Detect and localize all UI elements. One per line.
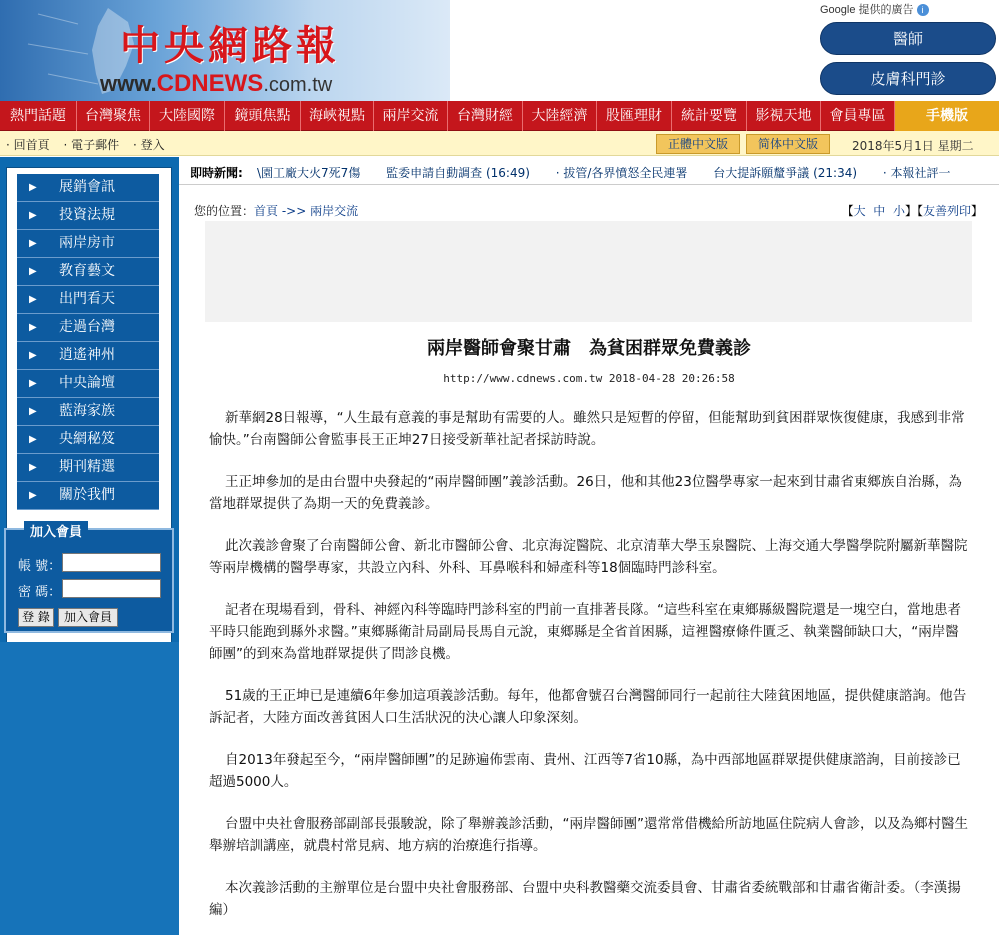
main-content [179,157,999,935]
sidebar-item-label: 兩岸房市 [59,235,115,251]
sidebar-item-investment[interactable] [17,202,159,230]
sidebar [0,157,179,935]
article-paragraph: 記者在現場看到，骨科、神經內科等臨時門診科室的門前一直排著長隊。“這些科室在東鄉縣級醫院還是一塊空白，當地患者平時只能跑到縣外求醫。”東鄉縣衛計局副局長馬自元說，東鄉縣是全省首困縣，這裡醫療條件匱乏、執業醫師缺口大，“兩岸醫師團”的到來為當地群眾提供了問診良機。 [209,602,961,662]
site-header [0,0,999,101]
ticker-item[interactable]: 台大提訴願釐爭議 (21:34) [713,166,858,180]
arrow-right-icon: ▶ [29,406,37,417]
site-logo[interactable] [0,0,450,101]
member-title: 加入會員 [24,521,88,540]
ticker-item[interactable]: \園工廠大火7死7傷 [257,166,361,180]
nav-item-strait-view[interactable]: 海峽視點 [301,101,374,131]
bracket: 【 [841,204,854,218]
sidebar-item-weather[interactable] [17,286,159,314]
quick-links [6,136,175,153]
password-input[interactable] [62,579,161,598]
join-member-button[interactable]: 加入會員 [58,608,118,627]
nav-item-taiwan-focus[interactable]: 台灣聚焦 [77,101,150,131]
ticker-item[interactable]: 監委申請自動調查 (16:49) [386,166,530,180]
sidebar-item-label: 投資法規 [59,207,115,223]
breadcrumb [194,202,358,219]
article-paragraph: 本次義診活動的主辦單位是台盟中央社會服務部、台盟中央科教醫藥交流委員會、甘肅省委統戰部和甘肅省衛計委。（李漢揚編） [209,880,961,918]
info-icon[interactable]: i [917,4,929,16]
sidebar-item-label: 中央論壇 [59,375,115,391]
nav-item-photo-focus[interactable]: 鏡頭焦點 [225,101,301,131]
header-blank [450,0,816,101]
arrow-right-icon: ▶ [29,210,37,221]
sidebar-item-real-estate[interactable] [17,230,159,258]
article-paragraph: 王正坤參加的是由台盟中央發起的“兩岸醫師團”義診活動。26日，他和其他23位醫學專家一起來到甘肅省東鄉族自治縣，為當地群眾提供了為期一天的免費義診。 [209,474,962,512]
article-paragraph: 此次義診會聚了台南醫師公會、新北市醫師公會、北京海淀醫院、北京清華大學玉泉醫院、上海交通大學醫學院附屬新華醫院等兩岸機構的醫學專家，共設立內科、外科、耳鼻喉科和婦產科等18個臨時門診科室。 [209,538,968,576]
sidebar-item-label: 展銷會訊 [59,179,115,195]
nav-item-members[interactable]: 會員專區 [821,101,895,131]
bracket: 】【 [904,204,923,218]
article-paragraph: 新華網28日報導，“人生最有意義的事是幫助有需要的人。雖然只是短暫的停留，但能幫助到貧困群眾恢復健康，我感到非常愉快。”台南醫師公會監事長王正坤27日接受新華社記者採訪時說。 [209,410,965,448]
breadcrumb-current[interactable]: 兩岸交流 [310,204,359,218]
font-small-button[interactable]: 小 [892,204,905,218]
arrow-right-icon: ▶ [29,434,37,445]
breadcrumb-prefix: 您的位置： [194,204,255,218]
sub-bar [0,131,999,156]
ticker-items [257,161,973,185]
login-button[interactable]: 登 錄 [18,608,54,627]
link-home[interactable]: · 回首頁 [6,138,50,152]
username-label: 帳 號： [18,559,62,574]
nav-item-mainland-intl[interactable]: 大陸國際 [150,101,225,131]
sidebar-item-label: 央網秘笈 [59,431,115,447]
sidebar-item-label: 教育藝文 [59,263,115,279]
nav-item-entertainment[interactable]: 影視天地 [747,101,821,131]
arrow-right-icon: ▶ [29,322,37,333]
traditional-chinese-button[interactable]: 正體中文版 [656,134,740,154]
nav-item-mobile[interactable]: 手機版 [895,101,999,131]
arrow-right-icon: ▶ [29,462,37,473]
logo-url-brand: CDNEWS [156,70,264,97]
simplified-chinese-button[interactable]: 简体中文版 [746,134,830,154]
article-body [209,407,971,935]
google-ads [816,0,999,101]
sidebar-item-expo[interactable] [17,174,159,202]
nav-item-cross-strait[interactable]: 兩岸交流 [374,101,448,131]
bracket: 】 [970,204,983,218]
ad-label [820,1,929,17]
article-meta: http://www.cdnews.com.tw 2018-04-28 20:26:58 [443,372,735,385]
ad-button-doctor[interactable]: 醫師 [820,22,996,55]
link-email[interactable]: · 電子郵件 [63,138,120,152]
arrow-right-icon: ▶ [29,490,37,501]
article-paragraph: 自2013年發起至今，“兩岸醫師團”的足跡遍佈雲南、貴州、江西等7省10縣，為中西部地區群眾提供健康諮詢，目前接診已超過5000人。 [209,752,961,790]
sidebar-item-forum[interactable] [17,370,159,398]
sidebar-lower [0,642,179,935]
ad-placeholder [205,221,972,322]
arrow-right-icon: ▶ [29,350,37,361]
sidebar-item-education[interactable] [17,258,159,286]
logo-url-suffix: .com.tw [263,74,333,96]
article-paragraph: 51歲的王正坤已是連續6年參加這項義診活動。每年，他都會號召台灣醫師同行一起前往大陸貧困地區，提供健康諮詢。他告訴記者，大陸方面改善貧困人口生活狀況的決心讓人印象深刻。 [209,688,967,726]
font-medium-button[interactable]: 中 [873,204,886,218]
ad-button-dermatology[interactable]: 皮膚科門診 [820,62,996,95]
ticker-item[interactable]: · 拔管/各界憤怒全民連署 [555,166,688,180]
link-login[interactable]: · 登入 [132,138,165,152]
font-large-button[interactable]: 大 [853,204,866,218]
arrow-right-icon: ▶ [29,266,37,277]
breadcrumb-separator: ->> [278,204,311,218]
article-title: 兩岸醫師會聚甘肅 為貧困群眾免費義診 [427,338,751,359]
breadcrumb-home[interactable]: 首頁 [254,204,279,218]
sidebar-item-label: 期刊精選 [59,459,115,475]
font-size-controls [842,202,983,219]
member-login-box [4,525,174,633]
nav-item-hot-topics[interactable]: 熱門話題 [0,101,77,131]
arrow-right-icon: ▶ [29,294,37,305]
breaking-news-ticker [179,161,999,185]
sidebar-item-tips[interactable] [17,426,159,454]
current-date: 2018年5月1日 星期二 [852,139,974,153]
arrow-right-icon: ▶ [29,182,37,193]
ad-label-text: Google 提供的廣告 [820,4,914,16]
username-input[interactable] [62,553,161,572]
article-paragraph: 台盟中央社會服務部副部長張駿說，除了舉辦義診活動，“兩岸醫師團”還常常借機給所訪地區住院病人會診，以及為鄉村醫生舉辦培訓講座，就農村常見病、地方病的治療進行指導。 [209,816,968,854]
logo-chinese-name: 中央網路報 [120,22,340,69]
sidebar-item-label: 藍海家族 [59,403,115,419]
arrow-right-icon: ▶ [29,378,37,389]
password-label: 密 碼： [18,585,62,600]
sidebar-item-label: 關於我們 [59,487,115,503]
nav-item-taiwan-finance[interactable]: 台灣財經 [448,101,523,131]
arrow-right-icon: ▶ [29,238,37,249]
ticker-label: 即時新聞: [190,166,243,180]
nav-item-stocks-fx[interactable]: 股匯理財 [597,101,672,131]
logo-url [100,70,332,98]
nav-item-statistics[interactable]: 統計要覽 [672,101,747,131]
sidebar-item-label: 出門看天 [59,291,115,307]
logo-url-prefix: www. [100,71,157,96]
sidebar-item-label: 走過台灣 [59,319,115,335]
main-nav [0,101,999,131]
sidebar-item-about[interactable] [17,482,159,510]
nav-item-mainland-economy[interactable]: 大陸經濟 [523,101,597,131]
sidebar-item-label: 逍遙神州 [59,347,115,363]
sidebar-item-blue-ocean[interactable] [17,398,159,426]
print-button[interactable]: 友善列印 [922,204,971,218]
sidebar-item-journals[interactable] [17,454,159,482]
ticker-item[interactable]: · 本報社評一 [882,166,951,180]
sidebar-item-taiwan[interactable] [17,314,159,342]
sidebar-item-china-travel[interactable] [17,342,159,370]
